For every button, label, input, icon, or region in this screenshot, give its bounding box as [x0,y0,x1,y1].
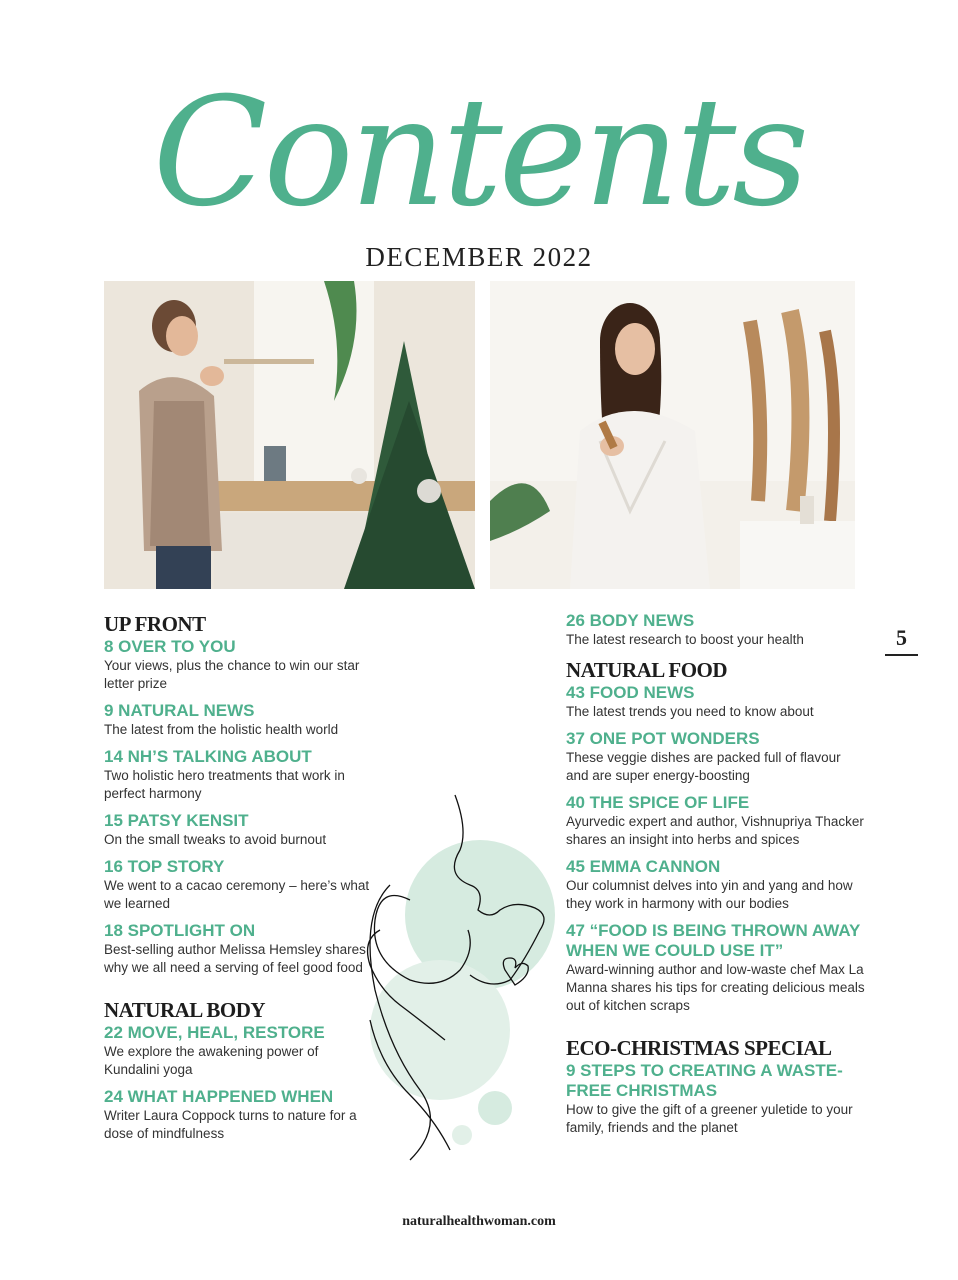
entry-description: Two holistic hero treatments that work in perfect harmony [104,768,345,801]
list-item[interactable] [104,637,374,693]
entry-title: 14 NH’S TALKING ABOUT [104,747,312,766]
entry-title: 24 WHAT HAPPENED WHEN [104,1087,334,1106]
contents-title: Contents [152,66,806,240]
section-natural-food [566,657,866,1015]
list-item[interactable] [566,921,866,1015]
entry-title: 9 NATURAL NEWS [104,701,255,720]
entry-title: 45 EMMA CANNON [566,857,721,876]
entry-title: 40 THE SPICE OF LIFE [566,793,750,812]
entry-description: The latest research to boost your health [566,632,804,647]
section-heading: ECO-CHRISTMAS SPECIAL [566,1036,832,1060]
list-item[interactable] [566,611,866,649]
entry-description: Ayurvedic expert and author, Vishnupriya Thacker shares an insight into herbs and spices [566,814,864,847]
entry-title: 47 “FOOD IS BEING THROWN AWAY WHEN WE COULD USE IT” [566,921,861,960]
entry-description: Our columnist delves into yin and yang and how they work in harmony with our bodies [566,878,853,911]
mother-baby-line-art [350,790,570,1170]
list-item[interactable] [566,793,866,849]
list-item[interactable] [566,857,866,913]
list-item[interactable] [104,747,374,803]
entry-description: The latest trends you need to know about [566,704,814,719]
list-item[interactable] [104,1023,374,1079]
section-heading: UP FRONT [104,612,206,636]
entry-title: 22 MOVE, HEAL, RESTORE [104,1023,325,1042]
entry-description: Your views, plus the chance to win our star letter prize [104,658,360,691]
list-item[interactable] [566,683,866,721]
entry-description: The latest from the holistic health world [104,722,339,737]
section-heading: NATURAL BODY [104,998,266,1022]
section-body-news [566,611,866,649]
page-number: 5 [885,625,918,656]
list-item[interactable] [104,921,374,977]
entry-description: Best-selling author Melissa Hemsley shares why we all need a serving of feel good food [104,942,366,975]
section-natural-body [104,997,374,1143]
list-item[interactable] [104,857,374,913]
entry-title: 18 SPOTLIGHT ON [104,921,256,940]
contents-column-left [104,611,374,1151]
section-eco-christmas [566,1035,866,1137]
issue-date: DECEMBER 2022 [365,242,593,272]
entry-title: 43 FOOD NEWS [566,683,695,702]
entry-title: 15 PATSY KENSIT [104,811,249,830]
entry-description: On the small tweaks to avoid burnout [104,832,327,847]
section-up-front [104,611,374,977]
entry-description: We explore the awakening power of Kundalini yoga [104,1044,319,1077]
entry-title: 16 TOP STORY [104,857,225,876]
entry-description: Award-winning author and low-waste chef Max La Manna shares his tips for creating delicious meals out of kitchen scraps [566,962,865,1013]
bathrobe-woman-photo [490,281,855,589]
entry-description: How to give the gift of a greener yuletide to your family, friends and the planet [566,1102,853,1135]
entry-title: 8 OVER TO YOU [104,637,236,656]
contents-column-right [566,611,866,1145]
entry-description: We went to a cacao ceremony – here’s what we learned [104,878,370,911]
kitchen-woman-photo [104,281,475,589]
entry-description: Writer Laura Coppock turns to nature for a dose of mindfulness [104,1108,357,1141]
section-heading: NATURAL FOOD [566,658,728,682]
list-item[interactable] [566,1061,866,1137]
website-url[interactable]: naturalhealthwoman.com [402,1214,556,1229]
entry-title: 9 STEPS TO CREATING A WASTE-FREE CHRISTMAS [566,1061,843,1100]
list-item[interactable] [104,701,374,739]
list-item[interactable] [566,729,866,785]
entry-description: These veggie dishes are packed full of flavour and are super energy-boosting [566,750,841,783]
entry-title: 26 BODY NEWS [566,611,695,630]
list-item[interactable] [104,811,374,849]
entry-title: 37 ONE POT WONDERS [566,729,760,748]
list-item[interactable] [104,1087,374,1143]
